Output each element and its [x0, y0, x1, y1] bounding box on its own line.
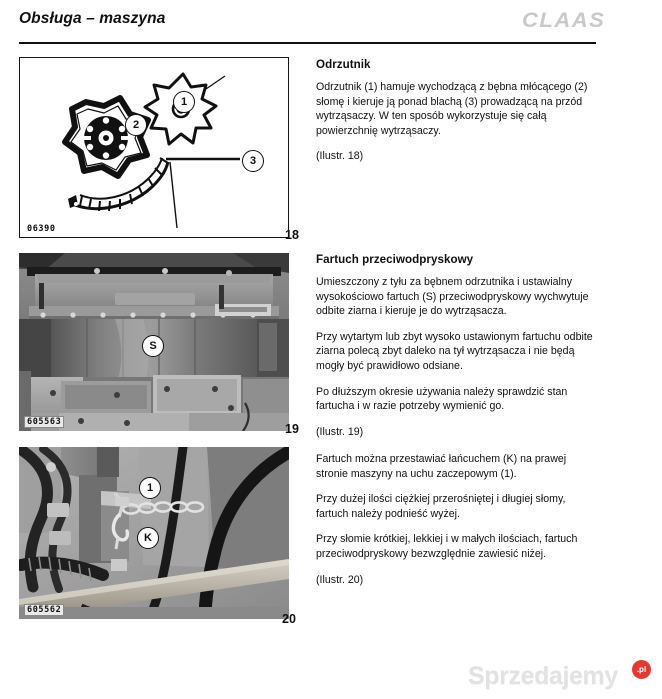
callout-2: 2 [125, 114, 147, 136]
section-2-heading: Fartuch przeciwodpryskowy [316, 253, 474, 266]
figure-19-number: 19 [285, 422, 299, 436]
figure-18-code: 06390 [27, 224, 56, 234]
section-3-paragraph-3: Przy słomie krótkiej, lekkiej i w małych ilościach, fartuch przeciwodpryskowy bezwzględnie zawiesić niżej. [316, 533, 578, 560]
drum-2-hub-center [103, 135, 109, 141]
section-1-paragraph-1: Odrzutnik (1) hamuje wychodzącą z bębna młócącego (2) słomę i kieruje ją ponad blachą (3) prowadzącą na przód wytrząsaczy. W ten sposób wykorzystuje się całą powierzchnię wytrząsaczy. [316, 81, 588, 137]
section-lancuch [316, 452, 600, 587]
leader-line-top [206, 76, 225, 89]
figure-20-number: 20 [282, 612, 296, 626]
figure-18-number: 18 [285, 228, 299, 242]
section-2-paragraph-3: Po dłuższym okresie używania należy sprawdzić stan fartucha i w razie potrzeby wymienić go. [316, 385, 568, 413]
page-header [0, 0, 662, 48]
claas-logo: CLAAS [521, 9, 605, 32]
callout-3: 3 [242, 150, 264, 172]
callout-1-fig20: 1 [139, 477, 161, 499]
drum-bolt-left-top [87, 126, 93, 132]
drum-key-right [121, 136, 130, 140]
drum-bolt-bottom [103, 152, 109, 158]
callout-k: K [137, 527, 159, 549]
callout-s: S [142, 335, 164, 357]
odrzutnik-diagram [20, 58, 286, 235]
section-odrzutnik [316, 58, 600, 164]
figure-18-line-drawing [19, 57, 289, 238]
drum-bolt-left-bottom [87, 144, 93, 150]
header-divider [19, 42, 596, 44]
section-2-figure-ref: (Ilustr. 19) [316, 425, 364, 438]
concave-end-pin [74, 202, 78, 206]
drum-bolt-right-bottom [119, 144, 125, 150]
callout-1: 1 [173, 91, 195, 113]
section-3-figure-ref: (Ilustr. 20) [316, 573, 364, 586]
figure-19-code: 605563 [24, 416, 64, 428]
watermark-text: Sprzedajemy [468, 662, 618, 690]
section-fartuch-przeciwodpryskowy [316, 253, 600, 439]
section-2-paragraph-1: Umieszczony z tyłu za bębnem odrzutnika i ustawialny wysokościowo fartuch (S) przeciwodpryskowy wychwytuje odbite ziarna i kieruje je do wytrząsacza. [316, 276, 589, 318]
figure-20-code: 605562 [24, 604, 64, 616]
section-2-paragraph-2: Przy wytartym lub zbyt wysoko ustawionym fartuchu odbite ziarna polecą zbyt daleko na tył wytrząsacza i nie będą mogły być prawidłowo odsiane. [316, 330, 593, 372]
section-1-figure-ref: (Ilustr. 18) [316, 150, 364, 163]
section-3-paragraph-2: Przy dużej ilości ciężkiej przerośniętej i długiej słomy, fartuch należy podnieść wyżej. [316, 493, 566, 520]
section-1-heading: Odrzutnik [316, 58, 371, 71]
page-title: Obsługa – maszyna [19, 10, 166, 27]
drum-key-left [82, 136, 91, 140]
watermark-badge: .pl [632, 660, 651, 679]
section-3-paragraph-1: Fartuch można przestawiać łańcuchem (K) na prawej stronie maszyny na uchu zaczepowym (1). [316, 453, 567, 480]
plate-edge-line [170, 162, 177, 228]
drum-bolt-top [103, 117, 109, 123]
figure-19-photo [19, 253, 289, 431]
figure-20-photo [19, 447, 289, 619]
